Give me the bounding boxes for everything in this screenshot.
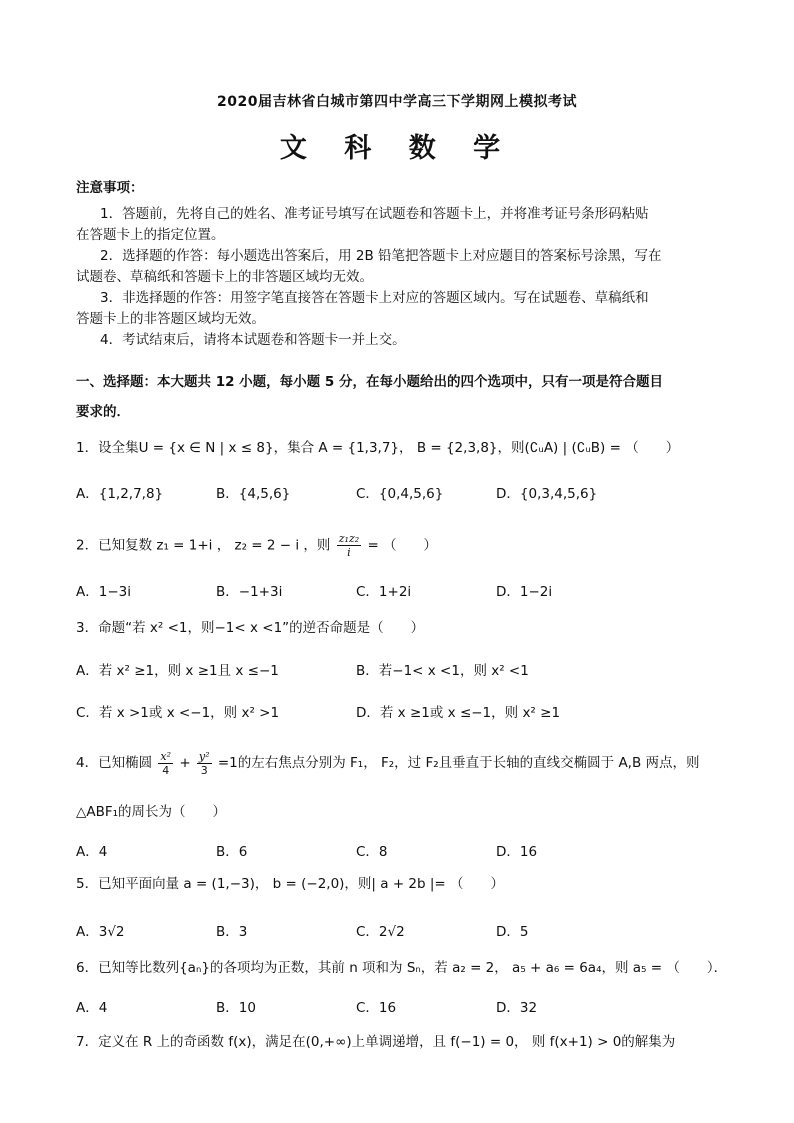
q1-option-b: B．{4,5,6}	[216, 486, 291, 502]
q2-fraction-denominator: i	[347, 546, 351, 559]
q6-option-c: C．16	[356, 1000, 397, 1016]
q5-option-b: B．3	[216, 924, 248, 940]
notice-item-1a: 1．答题前，先将自己的姓名、准考证号填写在试题卷和答题卡上，并将准考证号条形码粘贴	[100, 206, 649, 222]
q6-option-d: D．32	[496, 1000, 538, 1016]
q2-option-b: B．−1+3i	[216, 584, 283, 600]
q4-stem-rest: =1的左右焦点分别为 F₁， F₂，过 F₂且垂直于长轴的直线交椭圆于 A,B 两点，则	[217, 755, 700, 771]
q6-option-a: A．4	[76, 1000, 108, 1016]
q6-option-b: B．10	[216, 1000, 256, 1016]
q4-stem-text: 4．已知椭圆	[76, 755, 153, 771]
question-7-stem: 7．定义在 R 上的奇函数 f(x)，满足在(0,+∞)上单调递增，且 f(−1) = 0， 则 f(x+1) > 0的解集为	[76, 1034, 676, 1050]
notice-item-1b: 在答题卡上的指定位置。	[76, 227, 225, 243]
exam-subtitle: 2020届吉林省白城市第四中学高三下学期网上模拟考试	[217, 94, 577, 110]
question-1-stem: 1．设全集U = {x ∈ N | x ≤ 8}，集合 A = {1,3,7}， B = {2,3,8}，则(∁ᵤA) | (∁ᵤB) = （ ）	[76, 440, 680, 456]
q2-stem-end: = （ ）	[367, 537, 438, 554]
q2-stem-text: 2．已知复数 z₁ = 1+i ， z₂ = 2 − i ，则	[76, 537, 331, 554]
q4-fraction-y-numerator: y²	[198, 749, 210, 763]
q2-fraction	[337, 532, 361, 559]
q4-option-c: C．8	[356, 844, 388, 860]
q4-option-a: A．4	[76, 844, 108, 860]
question-3-stem: 3．命题“若 x² <1，则−1< x <1”的逆否命题是（ ）	[76, 620, 425, 636]
notice-item-2b: 试题卷、草稿纸和答题卡上的非答题区域均无效。	[76, 269, 373, 285]
notice-item-2a: 2．选择题的作答：每小题选出答案后，用 2B 铅笔把答题卡上对应题目的答案标号涂黑，写在	[100, 248, 662, 264]
exam-title: 文 科 数 学	[279, 133, 515, 164]
question-4-stem	[76, 748, 700, 778]
question-6-stem: 6．已知等比数列{aₙ}的各项均为正数，其前 n 项和为 Sₙ，若 a₂ = 2， a₅ + a₆ = 6a₄，则 a₅ = （ ）．	[76, 960, 728, 976]
q2-option-a: A．1−3i	[76, 584, 131, 600]
section-heading-line1: 一、选择题：本大题共 12 小题，每小题 5 分，在每小题给出的四个选项中，只有一项是符合题目	[76, 374, 663, 390]
q5-option-a: A．3√2	[76, 924, 125, 940]
section-heading-line2: 要求的．	[76, 404, 130, 420]
q2-fraction-numerator: z₁z₂	[338, 532, 360, 545]
q4-fraction-x-denominator: 4	[162, 763, 170, 777]
q3-option-d: D．若 x ≥1或 x ≤−1，则 x² ≥1	[356, 705, 561, 721]
notice-heading: 注意事项：	[76, 180, 144, 196]
q4-option-b: B．6	[216, 844, 248, 860]
q4-fraction-y	[197, 750, 212, 777]
question-4-stem-line2: △ABF₁的周长为（ ）	[76, 804, 227, 820]
q4-fraction-y-denominator: 3	[200, 763, 208, 777]
notice-item-3a: 3．非选择题的作答：用签字笔直接答在答题卡上对应的答题区域内。写在试题卷、草稿纸和	[100, 290, 649, 306]
q1-option-c: C．{0,4,5,6}	[356, 486, 444, 502]
q4-option-d: D．16	[496, 844, 538, 860]
q3-option-b: B．若−1< x <1，则 x² <1	[356, 663, 529, 679]
q4-plus-sign: +	[179, 755, 191, 771]
q1-option-a: A．{1,2,7,8}	[76, 486, 164, 502]
notice-item-4: 4．考试结束后，请将本试题卷和答题卡一并上交。	[100, 332, 406, 348]
q5-option-d: D．5	[496, 924, 529, 940]
q3-option-a: A．若 x² ≥1，则 x ≥1且 x ≤−1	[76, 663, 279, 679]
q2-option-d: D．1−2i	[496, 584, 553, 600]
q1-option-d: D．{0,3,4,5,6}	[496, 486, 598, 502]
q4-fraction-x-numerator: x²	[160, 749, 172, 763]
question-5-stem: 5．已知平面向量 a = (1,−3)， b = (−2,0)，则| a + 2b |= （ ）	[76, 876, 505, 892]
question-2-stem	[76, 532, 437, 559]
q4-fraction-x	[158, 750, 173, 777]
notice-item-3b: 答题卡上的非答题区域均无效。	[76, 311, 265, 327]
q3-option-c: C．若 x >1或 x <−1，则 x² >1	[76, 705, 280, 721]
q2-option-c: C．1+2i	[356, 584, 412, 600]
q5-option-c: C．2√2	[356, 924, 405, 940]
